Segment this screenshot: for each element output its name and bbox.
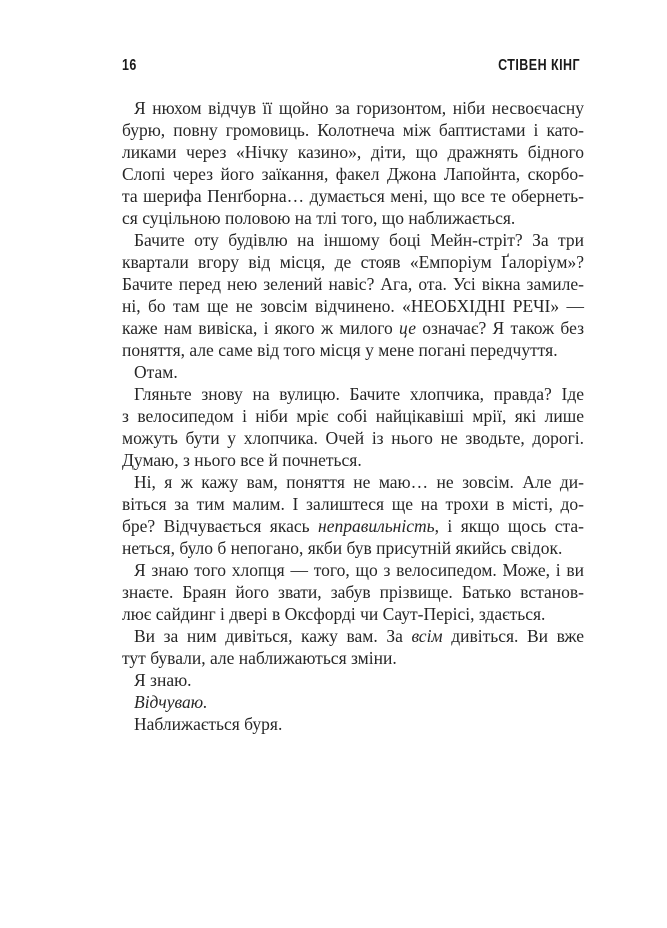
page-number: 16	[122, 57, 137, 74]
text-line: поняття, але саме від того місця у мене погані передчуття.	[122, 340, 558, 360]
text-line: ликами через «Нічку казино», діти, що дражнять бідного	[122, 142, 584, 162]
text-line: Відчуваю.	[134, 692, 208, 712]
text-line: тут бували, але наближаються зміни.	[122, 648, 397, 668]
text-line: Бачите оту будівлю на іншому боці Мейн-стріт? За три	[134, 230, 584, 250]
text-line: та шерифа Пенґборна… думається мені, що все те обернеть-	[122, 186, 584, 206]
text-line: каже нам вивіска, і якого ж милого це означає? Я також без	[122, 318, 584, 338]
text-line: Ви за ним дивіться, кажу вам. За всім дивіться. Ви вже	[134, 626, 584, 646]
text-block	[122, 97, 584, 735]
text-line: ні, бо там ще не зовсім відчинено. «НЕОБХІДНІ РЕЧІ» —	[122, 296, 584, 316]
paragraph	[122, 713, 584, 735]
text-line: Слопі через його заїкання, факел Джона Лапойнта, скорбо-	[122, 164, 584, 184]
paragraph	[122, 691, 584, 713]
paragraph	[122, 669, 584, 691]
paragraph	[122, 361, 584, 383]
paragraph	[122, 229, 584, 361]
text-line: з велосипедом і ніби мріє собі найцікавіші мрії, які лише	[122, 406, 584, 426]
paragraph	[122, 559, 584, 625]
running-title: СТІВЕН КІНГ	[498, 57, 580, 74]
text-line: Ні, я ж кажу вам, поняття не маю… не зовсім. Але ди-	[134, 472, 584, 492]
text-line: Я нюхом відчув її щойно за горизонтом, ніби несвоєчасну	[134, 98, 584, 118]
text-line: Наближається буря.	[134, 714, 283, 734]
text-line: Я знаю того хлопця — того, що з велосипедом. Може, і ви	[134, 560, 584, 580]
paragraph	[122, 625, 584, 669]
text-line: Отам.	[134, 362, 178, 382]
text-line: бре? Відчувається якась неправильність, і якщо щось ста-	[122, 516, 584, 536]
text-line: знаєте. Браян його звати, забув прізвище. Батько встанов-	[122, 582, 584, 602]
text-line: Я знаю.	[134, 670, 192, 690]
paragraph	[122, 471, 584, 559]
text-line: Гляньте знову на вулицю. Бачите хлопчика, правда? Іде	[134, 384, 584, 404]
text-line: можуть бути у хлопчика. Очей із нього не зводьте, дорогі.	[122, 428, 584, 448]
text-line: віться за тим малим. І залиштеся ще на трохи в місті, до-	[122, 494, 584, 514]
paragraph	[122, 97, 584, 229]
text-line: Бачите перед нею зелений навіс? Ага, ота. Усі вікна замиле-	[122, 274, 584, 294]
text-line: лює сайдинг і двері в Оксфорді чи Саут-Перісі, здається.	[122, 604, 546, 624]
text-line: квартали вгору від місця, де стояв «Емпоріум Ґалоріум»?	[122, 252, 584, 272]
running-head	[122, 58, 580, 74]
text-line: бурю, повну громовиць. Колотнеча між баптистами і като-	[122, 120, 584, 140]
text-line: Думаю, з нього все й почнеться.	[122, 450, 362, 470]
text-line: неться, було б непогано, якби був присутній якийсь свідок.	[122, 538, 563, 558]
text-line: ся суцільною половою на тлі того, що наближається.	[122, 208, 516, 228]
paragraph	[122, 383, 584, 471]
